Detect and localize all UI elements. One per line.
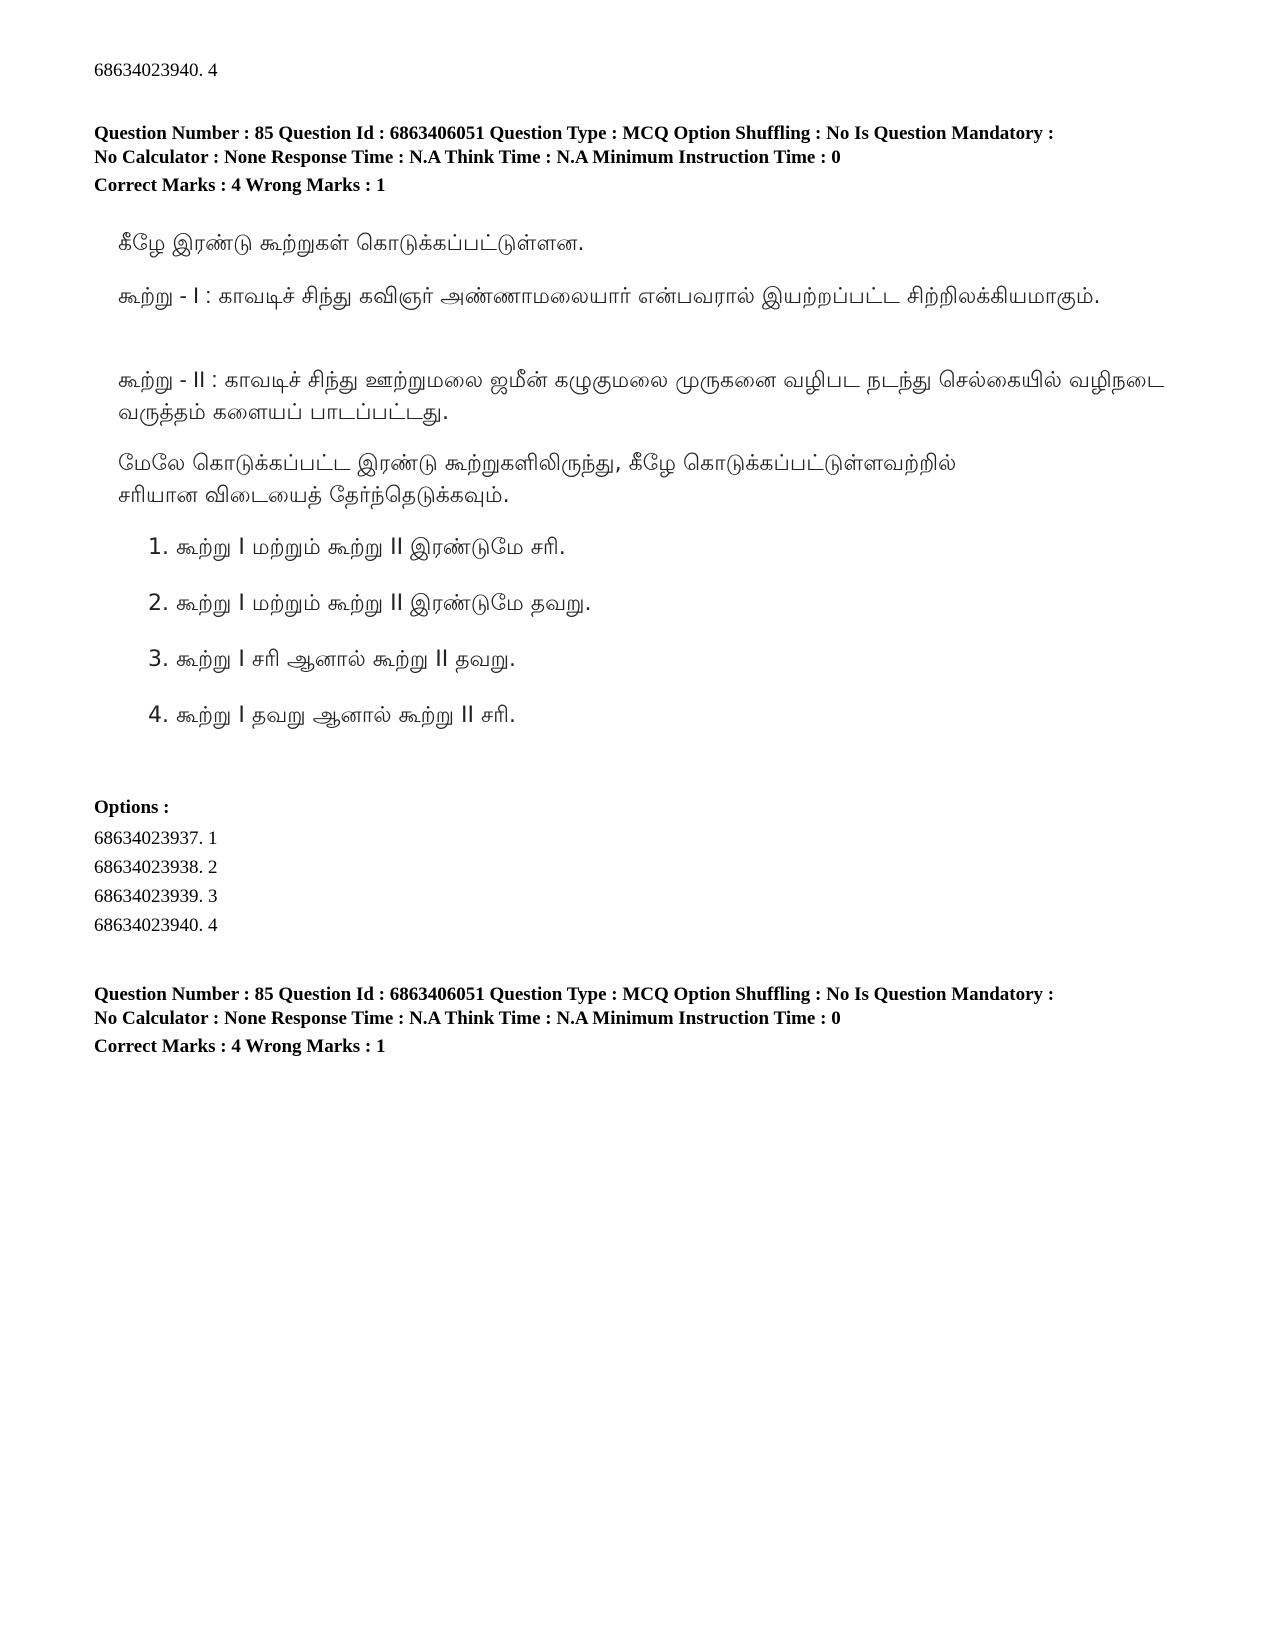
statement-1-text: காவடிச் சிந்து கவிஞர் அண்ணாமலையார் என்பவரால் இயற்றப்பட்ட சிற்றிலக்கியமாகும். [218,284,1101,309]
statement-1 [118,280,1188,313]
options-heading: Options : [94,797,170,818]
option-item: 68634023940. 4 [94,915,218,936]
marks-line-2: Correct Marks : 4 Wrong Marks : 1 [94,1036,386,1057]
choice-2: 2. கூற்று I மற்றும் கூற்று II இரண்டுமே தவறு. [148,591,592,616]
marks-line-1: Correct Marks : 4 Wrong Marks : 1 [94,175,386,196]
statement-2 [118,364,1188,429]
option-item: 68634023938. 2 [94,857,218,878]
statement-1-label: கூற்று - I : [118,283,212,308]
question-meta-2 [94,983,1214,1031]
option-item: 68634023939. 3 [94,886,218,907]
options-list [94,824,218,940]
choice-3: 3. கூற்று I சரி ஆனால் கூற்று II தவறு. [148,647,516,672]
choice-1: 1. கூற்று I மற்றும் கூற்று II இரண்டுமே சரி. [148,535,566,560]
question-instruction: மேலே கொடுக்கப்பட்ட இரண்டு கூற்றுகளிலிருந்து, கீழே கொடுக்கப்பட்டுள்ளவற்றில் சரியான விடையைத் தேர்ந்தெடுக்கவும். [118,451,957,508]
question-meta-line-1: Question Number : 85 Question Id : 6863406051 Question Type : MCQ Option Shuffling : No Is Question Mandatory : [94,984,1055,1005]
question-intro: கீழே இரண்டு கூற்றுகள் கொடுக்கப்பட்டுள்ளன. [118,231,585,256]
question-image [118,228,1198,768]
question-meta-line-1: Question Number : 85 Question Id : 6863406051 Question Type : MCQ Option Shuffling : No Is Question Mandatory : [94,123,1055,144]
question-meta-line-2: No Calculator : None Response Time : N.A Think Time : N.A Minimum Instruction Time : 0 [94,1008,841,1029]
choice-4: 4. கூற்று I தவறு ஆனால் கூற்று II சரி. [148,703,516,728]
statement-2-label: கூற்று - II : [118,367,218,392]
option-item: 68634023937. 1 [94,828,218,849]
question-meta-1 [94,122,1214,170]
statement-2-text: காவடிச் சிந்து ஊற்றுமலை ஜமீன் கழுகுமலை முருகனை வழிபட நடந்து செல்கையில் வழிநடை வருத்தம் களையப் பாடப்பட்டது. [118,368,1165,425]
question-meta-line-2: No Calculator : None Response Time : N.A Think Time : N.A Minimum Instruction Time : 0 [94,147,841,168]
previous-answer-line: 68634023940. 4 [94,60,218,81]
